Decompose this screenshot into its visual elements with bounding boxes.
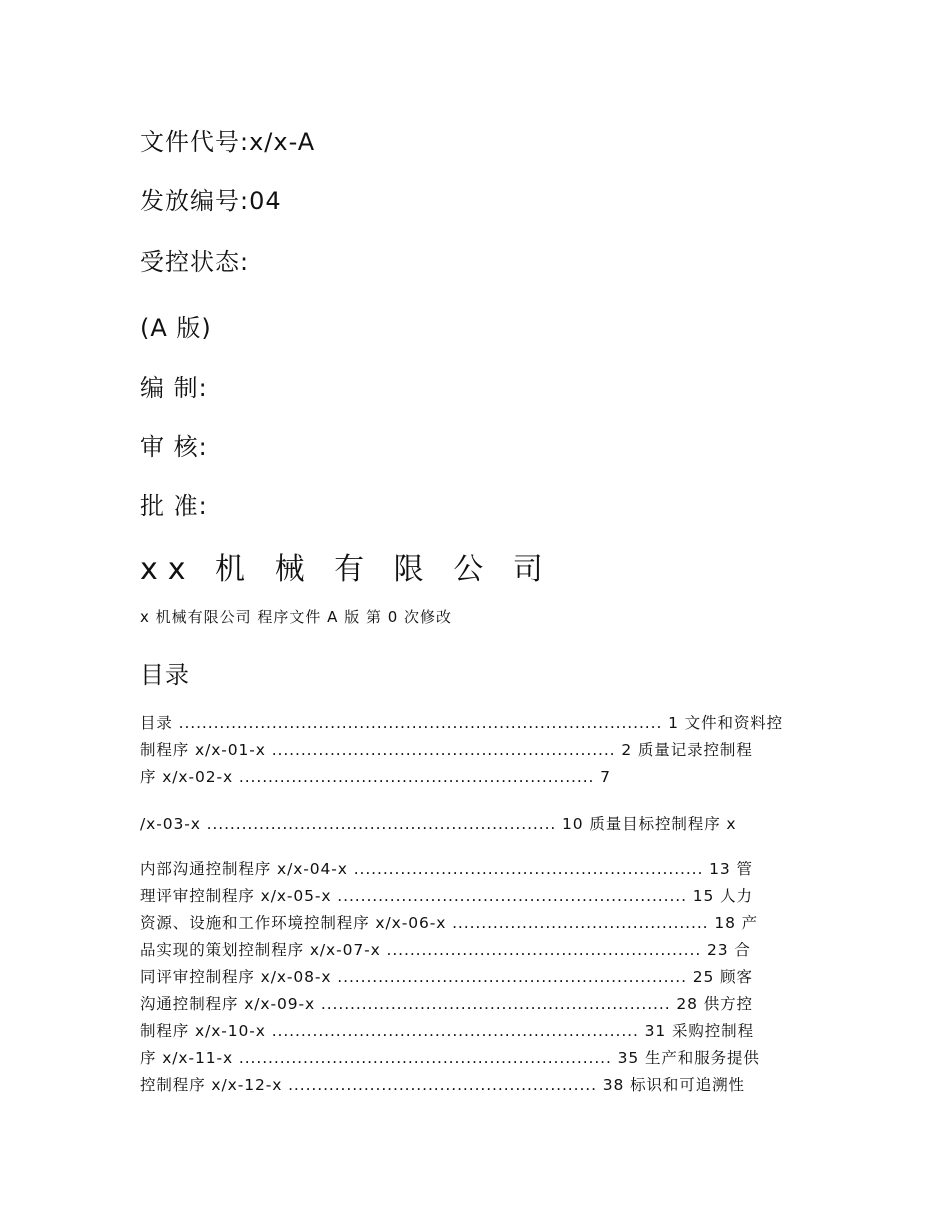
toc-line: 制程序 x/x-10-x ............................................................... 31 采购控制程 (140, 1022, 754, 1040)
toc-line: 序 x/x-11-x ................................................................ 35 生产和服务提供 (140, 1049, 760, 1067)
toc-line: 沟通控制程序 x/x-09-x ............................................................ 28 供方控 (140, 995, 753, 1013)
approved-by: 批 准: (140, 492, 208, 520)
edition: (A 版) (140, 314, 212, 342)
file-code: 文件代号:x/x-A (140, 128, 316, 156)
company-title: xx 机 械 有 限 公 司 (140, 552, 553, 587)
control-status: 受控状态: (140, 248, 250, 276)
toc-line: 同评审控制程序 x/x-08-x ............................................................ 25 顾客 (140, 968, 753, 986)
toc-line: 控制程序 x/x-12-x ..................................................... 38 标识和可追溯性 (140, 1076, 745, 1094)
toc-line: 内部沟通控制程序 x/x-04-x ............................................................ 13 管 (140, 860, 753, 878)
document-subtitle: x 机械有限公司 程序文件 A 版 第 0 次修改 (140, 608, 453, 626)
toc-line: /x-03-x ............................................................ 10 质量目标控制程序 x (140, 815, 737, 833)
toc-line: 序 x/x-02-x ............................................................. 7 (140, 768, 611, 786)
issue-number: 发放编号:04 (140, 187, 282, 215)
reviewed-by: 审 核: (140, 433, 208, 461)
toc-line: 资源、设施和工作环境控制程序 x/x-06-x ............................................ 18 产 (140, 914, 759, 932)
toc-line: 制程序 x/x-01-x ........................................................... 2 质量记录控制程 (140, 741, 753, 759)
prepared-by: 编 制: (140, 374, 208, 402)
toc-heading: 目录 (140, 661, 190, 689)
toc-line: 品实现的策划控制程序 x/x-07-x ...................................................... 23 合 (140, 941, 751, 959)
toc-line: 理评审控制程序 x/x-05-x ............................................................ 15 人力 (140, 887, 753, 905)
toc-line: 目录 ................................................................................... 1 文件和资料控 (140, 714, 784, 732)
